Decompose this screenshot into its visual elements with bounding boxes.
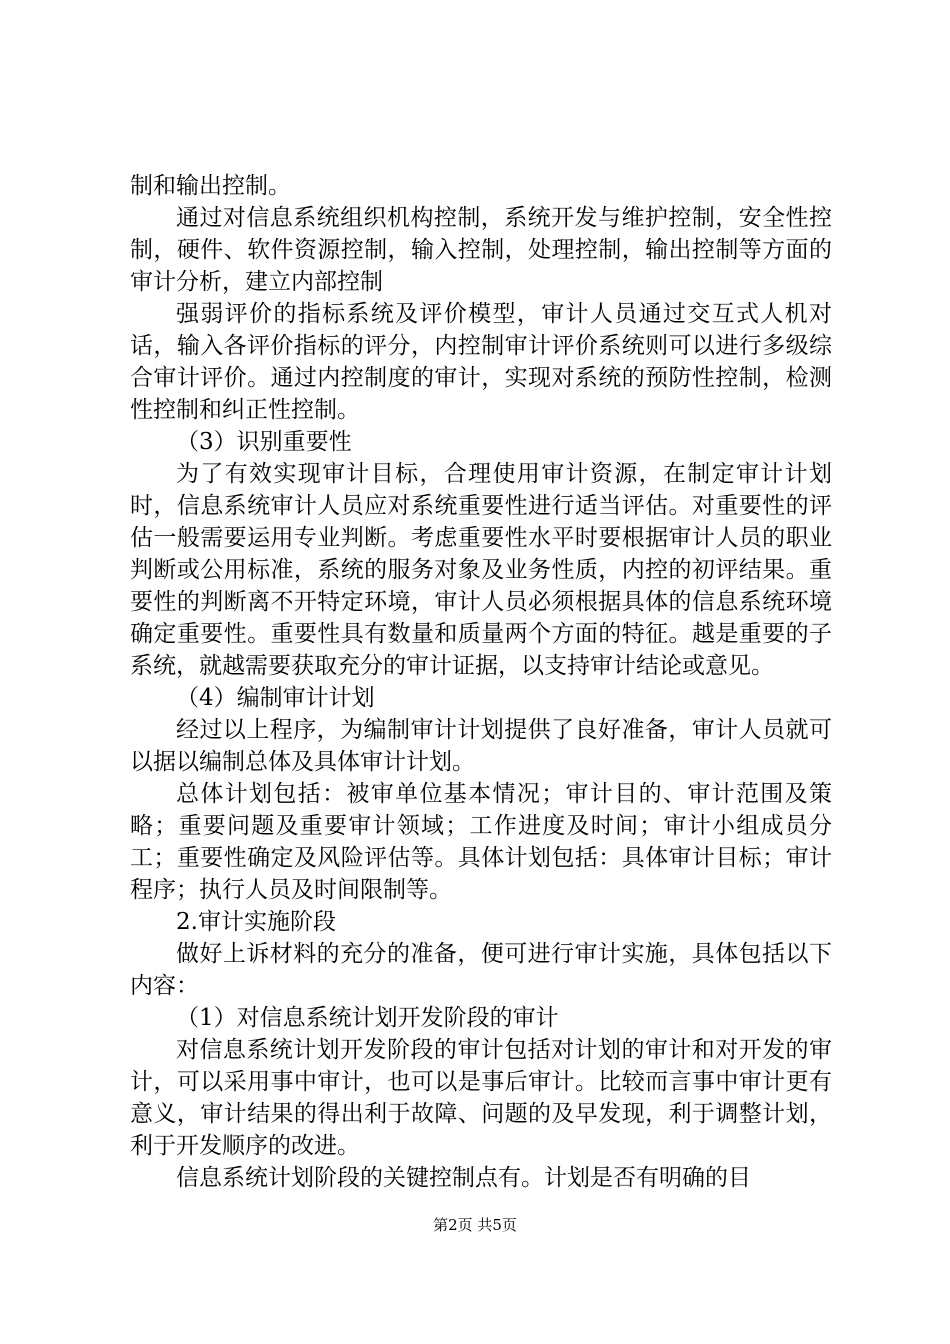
section-heading: （3）识别重要性 [176, 429, 352, 455]
paragraph: 经过以上程序，为编制审计计划提供了良好准备，审计人员就可以据以编制总体及具体审计计划。 [130, 717, 832, 775]
document-body [130, 170, 832, 1194]
paragraph: 强弱评价的指标系统及评价模型，审计人员通过交互式人机对话，输入各评价指标的评分，内控制审计评价系统则可以进行多级综合审计评价。通过内控制度的审计，实现对系统的预防性控制，检测性控制和纠正性控制。 [130, 301, 832, 423]
paragraph: 信息系统计划阶段的关键控制点有。计划是否有明确的目 [176, 1165, 751, 1191]
page-footer: 第2页 共5页 [433, 1216, 517, 1234]
paragraph: 总体计划包括：被审单位基本情况；审计目的、审计范围及策略；重要问题及重要审计领域；工作进度及时间；审计小组成员分工；重要性确定及风险评估等。具体计划包括：具体审计目标；审计程序；执行人员及时间限制等。 [130, 781, 832, 903]
section-heading: （1）对信息系统计划开发阶段的审计 [176, 1005, 559, 1031]
paragraph-continuation: 制和输出控制。 [130, 173, 291, 199]
section-heading: （4）编制审计计划 [176, 685, 375, 711]
paragraph: 做好上诉材料的充分的准备，便可进行审计实施，具体包括以下内容： [130, 941, 832, 999]
paragraph: 为了有效实现审计目标，合理使用审计资源，在制定审计计划时，信息系统审计人员应对系统重要性进行适当评估。对重要性的评估一般需要运用专业判断。考虑重要性水平时要根据审计人员的职业判断或公用标准，系统的服务对象及业务性质，内控的初评结果。重要性的判断离不开特定环境，审计人员必须根据具体的信息系统环境确定重要性。重要性具有数量和质量两个方面的特征。越是重要的子系统，就越需要获取充分的审计证据，以支持审计结论或意见。 [130, 461, 832, 679]
paragraph: 通过对信息系统组织机构控制，系统开发与维护控制，安全性控制，硬件、软件资源控制，输入控制，处理控制，输出控制等方面的审计分析，建立内部控制 [130, 205, 832, 295]
section-heading: 2.审计实施阶段 [176, 909, 336, 935]
paragraph: 对信息系统计划开发阶段的审计包括对计划的审计和对开发的审计，可以采用事中审计，也可以是事后审计。比较而言事中审计更有意义，审计结果的得出利于故障、问题的及早发现，利于调整计划，利于开发顺序的改进。 [130, 1037, 832, 1159]
